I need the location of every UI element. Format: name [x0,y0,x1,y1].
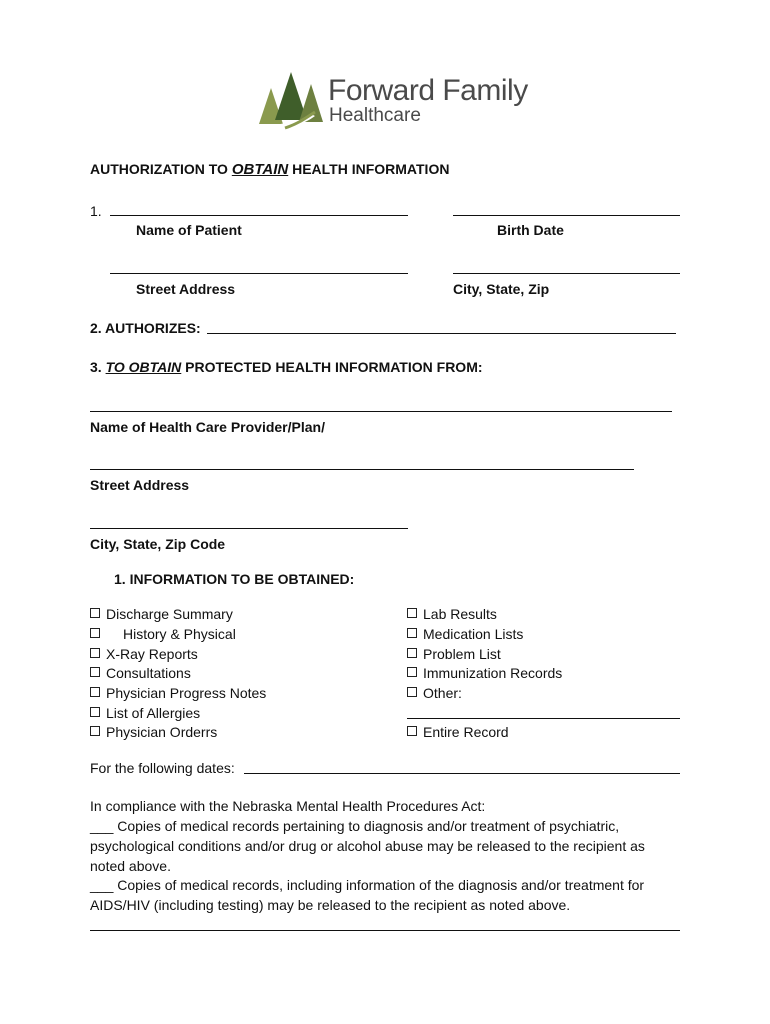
checkbox-other[interactable]: Other: [407,685,462,701]
checkbox-progress-notes[interactable]: Physician Progress Notes [90,685,266,701]
checkbox-icon[interactable] [90,608,100,618]
checkbox-medication-lists[interactable]: Medication Lists [407,626,523,642]
logo-text-primary: Forward Family [328,74,528,107]
name-of-patient-label: Name of Patient [136,222,242,238]
checkbox-icon[interactable] [90,726,100,736]
checkbox-icon[interactable] [90,667,100,677]
checkbox-discharge-summary[interactable]: Discharge Summary [90,606,233,622]
authorizes-label: 2. AUTHORIZES: [90,320,201,336]
provider-line[interactable] [90,411,672,412]
provider-city-label: City, State, Zip Code [90,536,226,552]
checkbox-icon[interactable] [90,628,100,638]
checkbox-history-physical[interactable]: History & Physical [90,626,236,642]
street-address-line[interactable] [110,273,408,274]
dates-label: For the following dates: [90,760,235,776]
to-obtain-heading: 3. TO OBTAIN PROTECTED HEALTH INFORMATION FROM: [90,359,483,375]
logo [255,70,528,130]
provider-street-label: Street Address [90,477,190,493]
checkbox-entire-record[interactable]: Entire Record [407,724,509,740]
birth-date-label: Birth Date [497,222,564,238]
compliance-intro: In compliance with the Nebraska Mental Health Procedures Act: [90,798,486,814]
logo-text-secondary: Healthcare [329,105,421,126]
info-heading: 1. INFORMATION TO BE OBTAINED: [114,571,355,587]
city-state-zip-label: City, State, Zip [453,281,550,297]
dates-line[interactable] [244,773,680,774]
checkbox-icon[interactable] [407,628,417,638]
compliance-para2-line1: ___ Copies of medical records, including information of the diagnosis and/or treatment for [90,877,645,893]
checkbox-consultations[interactable]: Consultations [90,665,191,681]
checkbox-icon[interactable] [90,648,100,658]
compliance-blank-1[interactable]: ___ [90,818,114,834]
birth-date-line[interactable] [453,215,680,216]
checkbox-icon[interactable] [90,707,100,717]
checkbox-icon[interactable] [407,608,417,618]
checkbox-icon[interactable] [407,667,417,677]
checkbox-icon[interactable] [407,726,417,736]
tree-logo-icon [255,70,331,130]
checkbox-icon[interactable] [407,687,417,697]
compliance-para1-line2: psychological conditions and/or drug or alcohol abuse may be released to the recipient as [90,838,645,854]
checkbox-problem-list[interactable]: Problem List [407,646,501,662]
checkbox-lab-results[interactable]: Lab Results [407,606,497,622]
checkbox-icon[interactable] [90,687,100,697]
provider-street-line[interactable] [90,469,634,470]
checkbox-icon[interactable] [407,648,417,658]
checkbox-physician-orders[interactable]: Physician Orderrs [90,724,217,740]
page-title: AUTHORIZATION TO OBTAIN HEALTH INFORMATION [90,161,450,178]
compliance-blank-2[interactable]: ___ [90,877,114,893]
compliance-para2-line2: AIDS/HIV (including testing) may be released to the recipient as noted above. [90,897,571,913]
checkbox-immunization-records[interactable]: Immunization Records [407,665,562,681]
compliance-para1-line3: noted above. [90,858,171,874]
other-line[interactable] [407,718,680,719]
checkbox-xray-reports[interactable]: X-Ray Reports [90,646,198,662]
authorizes-line[interactable] [207,333,676,334]
compliance-para1-line1: ___ Copies of medical records pertaining to diagnosis and/or treatment of psychiatric, [90,818,620,834]
city-state-zip-line[interactable] [453,273,680,274]
bottom-signature-line[interactable] [90,930,680,931]
provider-label: Name of Health Care Provider/Plan/ [90,419,325,435]
street-address-label: Street Address [136,281,236,297]
provider-city-line[interactable] [90,528,408,529]
section1-number: 1. [90,203,102,219]
patient-name-line[interactable] [110,215,408,216]
checkbox-allergies[interactable]: List of Allergies [90,705,200,721]
